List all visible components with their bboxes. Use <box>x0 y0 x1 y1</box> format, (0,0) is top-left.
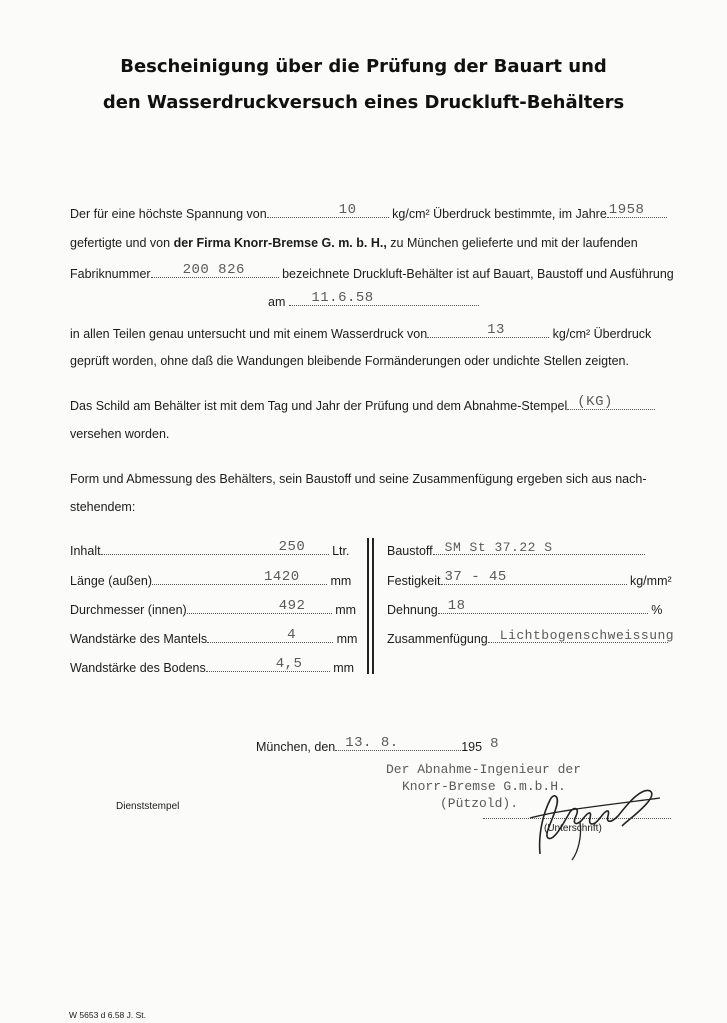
row-label: Dehnung <box>387 603 438 617</box>
row-label: Baustoff <box>387 544 433 558</box>
row-unit: mm <box>336 632 358 646</box>
text: kg/cm² Überdruck bestimmte, im Jahre <box>392 207 607 221</box>
right-row-festigkeit <box>387 569 672 588</box>
year-value: 1958 <box>608 202 645 218</box>
row-unit: Ltr. <box>332 544 350 558</box>
text: Das Schild am Behälter ist mit dem Tag und Jahr der Prüfung und dem Abnahme-Stempel <box>70 399 568 413</box>
test-pressure-field <box>427 322 549 338</box>
row-unit: mm <box>330 574 352 588</box>
para1-line2 <box>70 236 638 250</box>
title-line-1: Bescheinigung über die Prüfung der Bauart und <box>120 56 607 77</box>
left-row-boden <box>70 656 355 675</box>
signing-date-field <box>335 735 461 751</box>
date-field <box>289 290 479 306</box>
para3-line1: Form und Abmessung des Behälters, sein Baustoff und seine Zusammenfügung ergeben sich aus nach- <box>70 472 647 486</box>
row-field <box>207 627 333 643</box>
left-row-inhalt <box>70 539 350 558</box>
title-line-2: den Wasserdruckversuch eines Druckluft-Behälters <box>102 92 625 113</box>
row-value: 250 <box>278 539 306 555</box>
left-row-laenge <box>70 569 352 588</box>
year-field <box>607 202 667 218</box>
row-value: 18 <box>447 598 466 614</box>
pressure-field <box>267 202 389 218</box>
right-row-baustoff <box>387 540 645 558</box>
row-field <box>152 569 327 585</box>
para1-line3 <box>70 262 674 281</box>
right-row-zusammenfuegung <box>387 628 675 646</box>
date-value: 11.6.58 <box>311 290 374 306</box>
engineer-line-2: Knorr-Bremse G.m.b.H. <box>402 779 566 794</box>
text: bezeichnete Druckluft-Behälter ist auf Bauart, Baustoff und Ausführung <box>282 267 674 281</box>
row-label: Zusammenfügung <box>387 632 488 646</box>
row-label: Wandstärke des Mantels <box>70 632 208 646</box>
text: in allen Teilen genau untersucht und mit einem Wasserdruck von <box>70 327 428 341</box>
row-field <box>488 628 675 643</box>
row-unit: % <box>651 603 663 617</box>
row-label: Durchmesser (innen) <box>70 603 187 617</box>
engineer-line-1: Der Abnahme-Ingenieur der <box>386 762 582 777</box>
row-label: Länge (außen) <box>70 574 153 588</box>
engineer-line-3: (Pützold). <box>440 796 519 811</box>
para1-line1 <box>70 202 667 221</box>
handwritten-signature <box>510 782 670 862</box>
row-field <box>441 569 627 585</box>
signature-label: (Unterschrift) <box>544 823 602 834</box>
text: Fabriknummer <box>70 267 151 281</box>
para1-line6: geprüft worden, ohne daß die Wandungen bleibende Formänderungen oder undichte Stellen zeigten. <box>70 354 629 368</box>
stamp-field <box>567 394 655 410</box>
right-row-dehnung <box>387 598 663 617</box>
text: kg/cm² Überdruck <box>552 327 652 341</box>
serial-value: 200 826 <box>182 262 245 278</box>
left-row-durchmesser <box>70 598 357 617</box>
row-unit: mm <box>333 661 355 675</box>
row-label: Wandstärke des Bodens <box>70 661 206 675</box>
para2-line2: versehen worden. <box>70 427 170 441</box>
signing-line <box>256 735 499 756</box>
row-unit: mm <box>335 603 357 617</box>
text: zu München gelieferte und mit der laufenden <box>390 236 638 250</box>
year-prefix: 195 <box>461 740 483 754</box>
stamp-value: (KG) <box>577 394 613 410</box>
para2-line1 <box>70 394 655 413</box>
row-label: Inhalt <box>70 544 101 558</box>
row-field <box>438 598 648 614</box>
row-unit: kg/mm² <box>629 574 672 588</box>
place-label: München, den <box>256 740 336 754</box>
dienststempel-label: Dienststempel <box>116 801 180 812</box>
footer-code: W 5653 d 6.58 J. St. <box>69 1010 147 1020</box>
row-value: 37 - 45 <box>444 569 507 585</box>
row-value: SM St 37.22 S <box>444 540 553 555</box>
row-value: 492 <box>278 598 306 614</box>
row-field <box>433 540 645 555</box>
text: gefertigte und von <box>70 236 171 250</box>
firm-name: der Firma Knorr-Bremse G. m. b. H., <box>173 236 387 250</box>
row-value: 4,5 <box>275 656 303 672</box>
row-field <box>101 539 329 555</box>
para3-line2: stehendem: <box>70 500 136 514</box>
table-divider-left <box>367 538 369 674</box>
row-field <box>206 656 330 672</box>
row-field <box>187 598 332 614</box>
row-value: 4 <box>287 627 297 643</box>
left-row-mantel <box>70 627 358 646</box>
text: Der für eine höchste Spannung von <box>70 207 267 221</box>
pressure-value: 10 <box>338 202 357 218</box>
table-divider-right <box>372 538 374 674</box>
year-suffix: 8 <box>490 736 499 752</box>
para1-line5 <box>70 322 652 341</box>
row-value: Lichtbogenschweissung <box>499 628 675 643</box>
row-value: 1420 <box>264 569 300 585</box>
test-pressure-value: 13 <box>487 322 505 338</box>
text: am <box>268 295 286 309</box>
row-label: Festigkeit <box>387 574 441 588</box>
signing-date: 13. 8. <box>345 735 399 751</box>
serial-field <box>151 262 279 278</box>
para1-line4 <box>268 290 479 309</box>
